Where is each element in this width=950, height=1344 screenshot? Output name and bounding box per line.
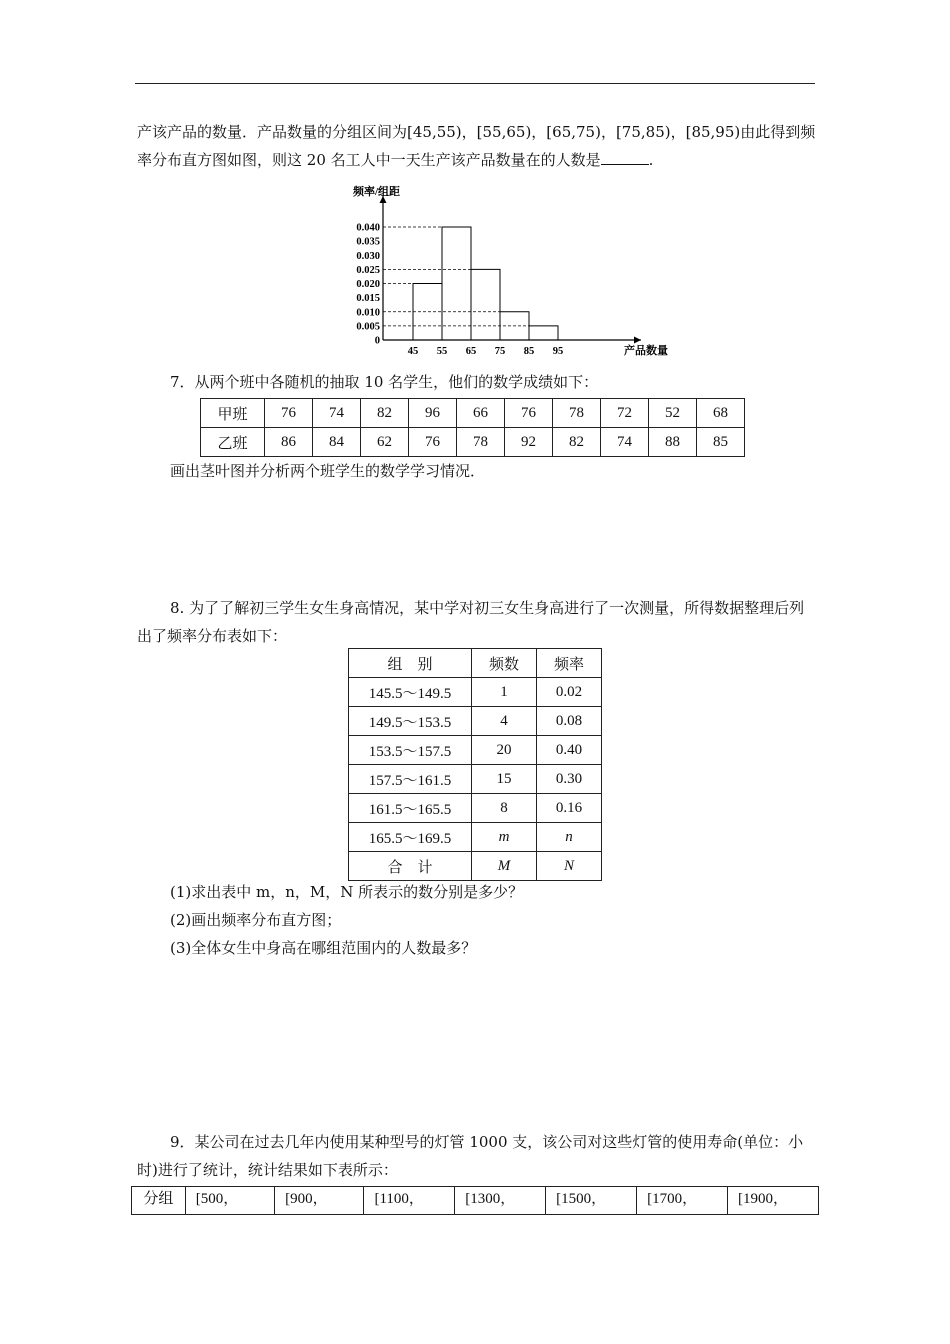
table-row	[132, 1187, 819, 1215]
q8-question-3: (3)全体女生中身高在哪组范围内的人数最多？	[170, 939, 477, 957]
y-tick-label: 0.010	[356, 307, 380, 319]
x-tick-label: 95	[552, 346, 564, 357]
score-cell: 78	[553, 399, 601, 428]
table-cell: n	[537, 823, 602, 852]
table-cell: 合 计	[349, 852, 472, 881]
q9-intro: 9．某公司在过去几年内使用某种型号的灯管 1000 支，该公司对这些灯管的使用寿命(单位：小时)进行了统计，统计结果如下表所示：	[137, 1133, 804, 1179]
q7-intro: 7．从两个班中各随机的抽取 10 名学生，他们的数学成绩如下：	[170, 373, 599, 391]
table-row	[349, 794, 602, 823]
score-cell: 82	[361, 399, 409, 428]
y-tick-label: 0.015	[356, 293, 380, 305]
table-cell: 0.16	[537, 794, 602, 823]
table-cell: 145.5～149.5	[349, 678, 472, 707]
table-cell: [1700，	[637, 1187, 728, 1215]
q8-question-1: (1)求出表中 m，n，M，N 所表示的数分别是多少？	[170, 883, 524, 901]
table-cell: 15	[472, 765, 537, 794]
table-row	[349, 707, 602, 736]
table-row	[201, 428, 745, 457]
table-cell: 0.08	[537, 707, 602, 736]
q8-intro: 8. 为了了解初三学生女生身高情况，某中学对初三女生身高进行了一次测量，所得数据整理后列出了频率分布表如下：	[137, 599, 805, 645]
score-cell: 74	[601, 428, 649, 457]
table-cell: 1	[472, 678, 537, 707]
score-cell: 78	[457, 428, 505, 457]
x-tick-label: 55	[436, 346, 448, 357]
table-cell: N	[537, 852, 602, 881]
table-cell: 157.5～161.5	[349, 765, 472, 794]
table-header-cell: 组 别	[349, 649, 472, 678]
y-tick-label: 0	[374, 335, 380, 347]
table-cell: M	[472, 852, 537, 881]
header-rule	[135, 83, 815, 84]
frequency-table	[348, 648, 602, 881]
class-label-cell: 乙班	[201, 428, 265, 457]
score-cell: 88	[649, 428, 697, 457]
score-cell: 76	[505, 399, 553, 428]
q8-question-2: (2)画出频率分布直方图；	[170, 911, 342, 929]
x-tick-label: 75	[494, 346, 506, 357]
q7-task: 画出茎叶图并分析两个班学生的数学学习情况．	[170, 462, 486, 480]
score-cell: 76	[265, 399, 313, 428]
score-cell: 92	[505, 428, 553, 457]
score-cell: 84	[313, 428, 361, 457]
table-row	[201, 399, 745, 428]
table-cell: [500，	[185, 1187, 274, 1215]
table-cell: 149.5～153.5	[349, 707, 472, 736]
score-cell: 96	[409, 399, 457, 428]
score-cell: 86	[265, 428, 313, 457]
x-tick-label: 65	[465, 346, 477, 357]
table-cell: 8	[472, 794, 537, 823]
score-cell: 85	[697, 428, 745, 457]
score-cell: 66	[457, 399, 505, 428]
table-row	[349, 678, 602, 707]
score-cell: 68	[697, 399, 745, 428]
table-cell: [1500，	[546, 1187, 637, 1215]
table-row	[349, 736, 602, 765]
y-tick-label: 0.020	[356, 279, 380, 290]
score-cell: 62	[361, 428, 409, 457]
table-cell: 153.5～157.5	[349, 736, 472, 765]
table-header-cell: 频率	[537, 649, 602, 678]
q6-line2	[137, 148, 653, 172]
table-header-cell: 频数	[472, 649, 537, 678]
table-row	[349, 823, 602, 852]
answer-blank[interactable]	[601, 148, 649, 165]
table-cell: 0.40	[537, 736, 602, 765]
table-cell: 0.02	[537, 678, 602, 707]
table-cell: m	[472, 823, 537, 852]
score-cell: 76	[409, 428, 457, 457]
x-axis-title: 产品数量	[624, 345, 668, 357]
table-cell: [900，	[275, 1187, 364, 1215]
q6-line2-end: .	[648, 151, 654, 169]
y-tick-label: 0.030	[356, 250, 380, 262]
table-cell: [1100，	[364, 1187, 455, 1215]
table-cell: 20	[472, 736, 537, 765]
histogram-bar	[529, 326, 558, 340]
histogram-bar	[442, 227, 471, 340]
lifespan-table	[131, 1186, 819, 1215]
histogram-bar	[471, 269, 500, 340]
table-cell: 161.5～165.5	[349, 794, 472, 823]
table-cell: 0.30	[537, 765, 602, 794]
y-axis-title: 频率/组距	[353, 186, 401, 198]
x-tick-label: 45	[407, 346, 419, 357]
table-cell: [1900，	[728, 1187, 819, 1215]
table-row	[349, 765, 602, 794]
score-cell: 72	[601, 399, 649, 428]
class-label-cell: 甲班	[201, 399, 265, 428]
score-cell: 52	[649, 399, 697, 428]
y-tick-label: 0.005	[356, 321, 380, 333]
table-cell: 4	[472, 707, 537, 736]
y-tick-label: 0.040	[356, 222, 380, 234]
x-tick-label: 85	[523, 346, 535, 357]
score-table	[200, 398, 745, 457]
table-row	[349, 852, 602, 881]
table-cell: [1300，	[455, 1187, 546, 1215]
q6-line2-text: 率分布直方图如图，则这 20 名工人中一天生产该产品数量在的人数是	[137, 151, 601, 169]
histogram-bar	[413, 284, 442, 341]
y-tick-label: 0.035	[356, 236, 380, 248]
table-cell: 165.5～169.5	[349, 823, 472, 852]
score-cell: 82	[553, 428, 601, 457]
score-cell: 74	[313, 399, 361, 428]
x-axis-arrow	[634, 337, 641, 344]
y-tick-label: 0.025	[356, 264, 380, 276]
histogram-chart	[340, 182, 668, 362]
q6-line1: 产该产品的数量．产品数量的分组区间为[45,55)，[55,65)，[65,75)，[75,85)，[85,95)由此得到频	[137, 123, 816, 141]
table-header-row	[349, 649, 602, 678]
table-cell: 分组	[132, 1187, 186, 1215]
